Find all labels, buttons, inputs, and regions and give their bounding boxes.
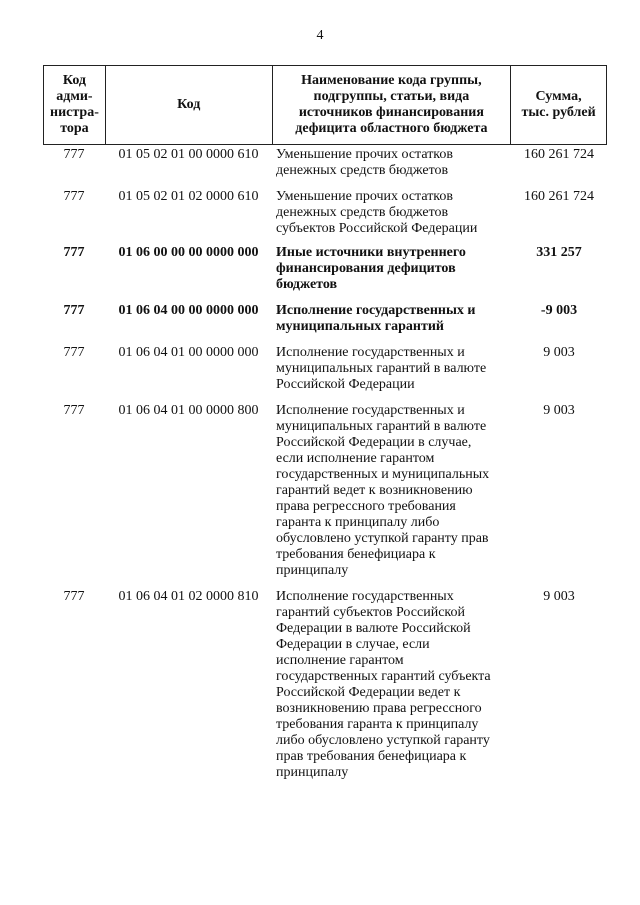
description-line: принципалу bbox=[276, 765, 349, 780]
table-header bbox=[43, 65, 607, 145]
description-line: исполнение гарантом bbox=[276, 653, 404, 668]
row-admin-code: 777 bbox=[63, 303, 85, 318]
row-budget-code: 01 06 04 01 00 0000 800 bbox=[118, 403, 259, 418]
row-budget-code: 01 06 04 01 02 0000 810 bbox=[118, 589, 259, 604]
page-number: 4 bbox=[316, 28, 324, 43]
description-line: Исполнение государственных и bbox=[276, 303, 476, 318]
row-description bbox=[272, 589, 511, 781]
description-line: государственных и муниципальных bbox=[276, 467, 490, 482]
description-line: прав требования бенефициара к bbox=[276, 749, 467, 764]
description-line: Уменьшение прочих остатков bbox=[276, 147, 454, 162]
table-row bbox=[43, 189, 607, 237]
description-line: Федерации в случае, если bbox=[276, 637, 430, 652]
table-row bbox=[43, 147, 607, 179]
row-budget-code: 01 06 00 00 00 0000 000 bbox=[118, 245, 259, 260]
description-line: гарантий субъектов Российской bbox=[276, 605, 465, 620]
description-line: права регрессного требования bbox=[276, 499, 456, 514]
description-line: денежных средств бюджетов bbox=[276, 163, 449, 178]
row-description bbox=[272, 245, 511, 293]
description-line: муниципальных гарантий bbox=[276, 319, 444, 334]
table-row bbox=[43, 245, 607, 293]
row-description bbox=[272, 189, 511, 237]
header-sum: Сумма, тыс. рублей bbox=[511, 66, 607, 144]
description-line: Российской Федерации bbox=[276, 377, 415, 392]
row-description bbox=[272, 147, 511, 179]
description-line: обусловлено уступкой гаранту прав bbox=[276, 531, 489, 546]
sources-table bbox=[43, 65, 607, 781]
row-admin-code: 777 bbox=[63, 345, 85, 360]
description-line: Иные источники внутреннего bbox=[276, 245, 466, 260]
description-line: гаранта к принципалу либо bbox=[276, 515, 440, 530]
row-admin-code: 777 bbox=[63, 403, 85, 418]
row-admin-code: 777 bbox=[63, 245, 85, 260]
row-budget-code: 01 06 04 00 00 0000 000 bbox=[118, 303, 259, 318]
row-admin-code: 777 bbox=[63, 589, 85, 604]
description-line: Исполнение государственных и bbox=[276, 403, 465, 418]
description-line: Федерации в валюте Российской bbox=[276, 621, 471, 636]
row-description bbox=[272, 403, 511, 579]
description-line: Уменьшение прочих остатков bbox=[276, 189, 454, 204]
row-admin-code: 777 bbox=[63, 147, 85, 162]
description-line: принципалу bbox=[276, 563, 349, 578]
row-budget-code: 01 05 02 01 02 0000 610 bbox=[118, 189, 259, 204]
description-line: требования гаранта к принципалу bbox=[276, 717, 479, 732]
row-sum: 331 257 bbox=[536, 245, 582, 260]
table-body bbox=[43, 147, 607, 781]
description-line: Исполнение государственных и bbox=[276, 345, 465, 360]
table-row bbox=[43, 345, 607, 393]
row-sum: -9 003 bbox=[540, 303, 578, 318]
description-line: требования бенефициара к bbox=[276, 547, 436, 562]
description-line: либо обусловлено уступкой гаранту bbox=[276, 733, 490, 748]
description-line: возникновению права регрессного bbox=[276, 701, 482, 716]
table-row bbox=[43, 589, 607, 781]
table-row bbox=[43, 403, 607, 579]
row-budget-code: 01 06 04 01 00 0000 000 bbox=[118, 345, 259, 360]
table-row bbox=[43, 303, 607, 335]
row-sum: 160 261 724 bbox=[524, 147, 594, 162]
row-sum: 9 003 bbox=[543, 589, 575, 604]
description-line: Исполнение государственных bbox=[276, 589, 454, 604]
description-line: муниципальных гарантий в валюте bbox=[276, 361, 487, 376]
description-line: государственных гарантий субъекта bbox=[276, 669, 491, 684]
description-line: финансирования дефицитов bbox=[276, 261, 456, 276]
header-name: Наименование кода группы, подгруппы, статьи, вида источников финансирования дефицита областного бюджета bbox=[273, 66, 512, 144]
description-line: если исполнение гарантом bbox=[276, 451, 435, 466]
header-admin-code: Код адми- нистра- тора bbox=[44, 66, 106, 144]
description-line: бюджетов bbox=[276, 277, 338, 292]
header-code: Код bbox=[106, 66, 273, 144]
row-sum: 9 003 bbox=[543, 403, 575, 418]
description-line: Российской Федерации ведет к bbox=[276, 685, 461, 700]
row-sum: 9 003 bbox=[543, 345, 575, 360]
description-line: Российской Федерации в случае, bbox=[276, 435, 472, 450]
row-description bbox=[272, 303, 511, 335]
row-sum: 160 261 724 bbox=[524, 189, 594, 204]
row-admin-code: 777 bbox=[63, 189, 85, 204]
description-line: субъектов Российской Федерации bbox=[276, 221, 478, 236]
description-line: денежных средств бюджетов bbox=[276, 205, 449, 220]
description-line: муниципальных гарантий в валюте bbox=[276, 419, 487, 434]
row-description bbox=[272, 345, 511, 393]
description-line: гарантий ведет к возникновению bbox=[276, 483, 473, 498]
row-budget-code: 01 05 02 01 00 0000 610 bbox=[118, 147, 259, 162]
